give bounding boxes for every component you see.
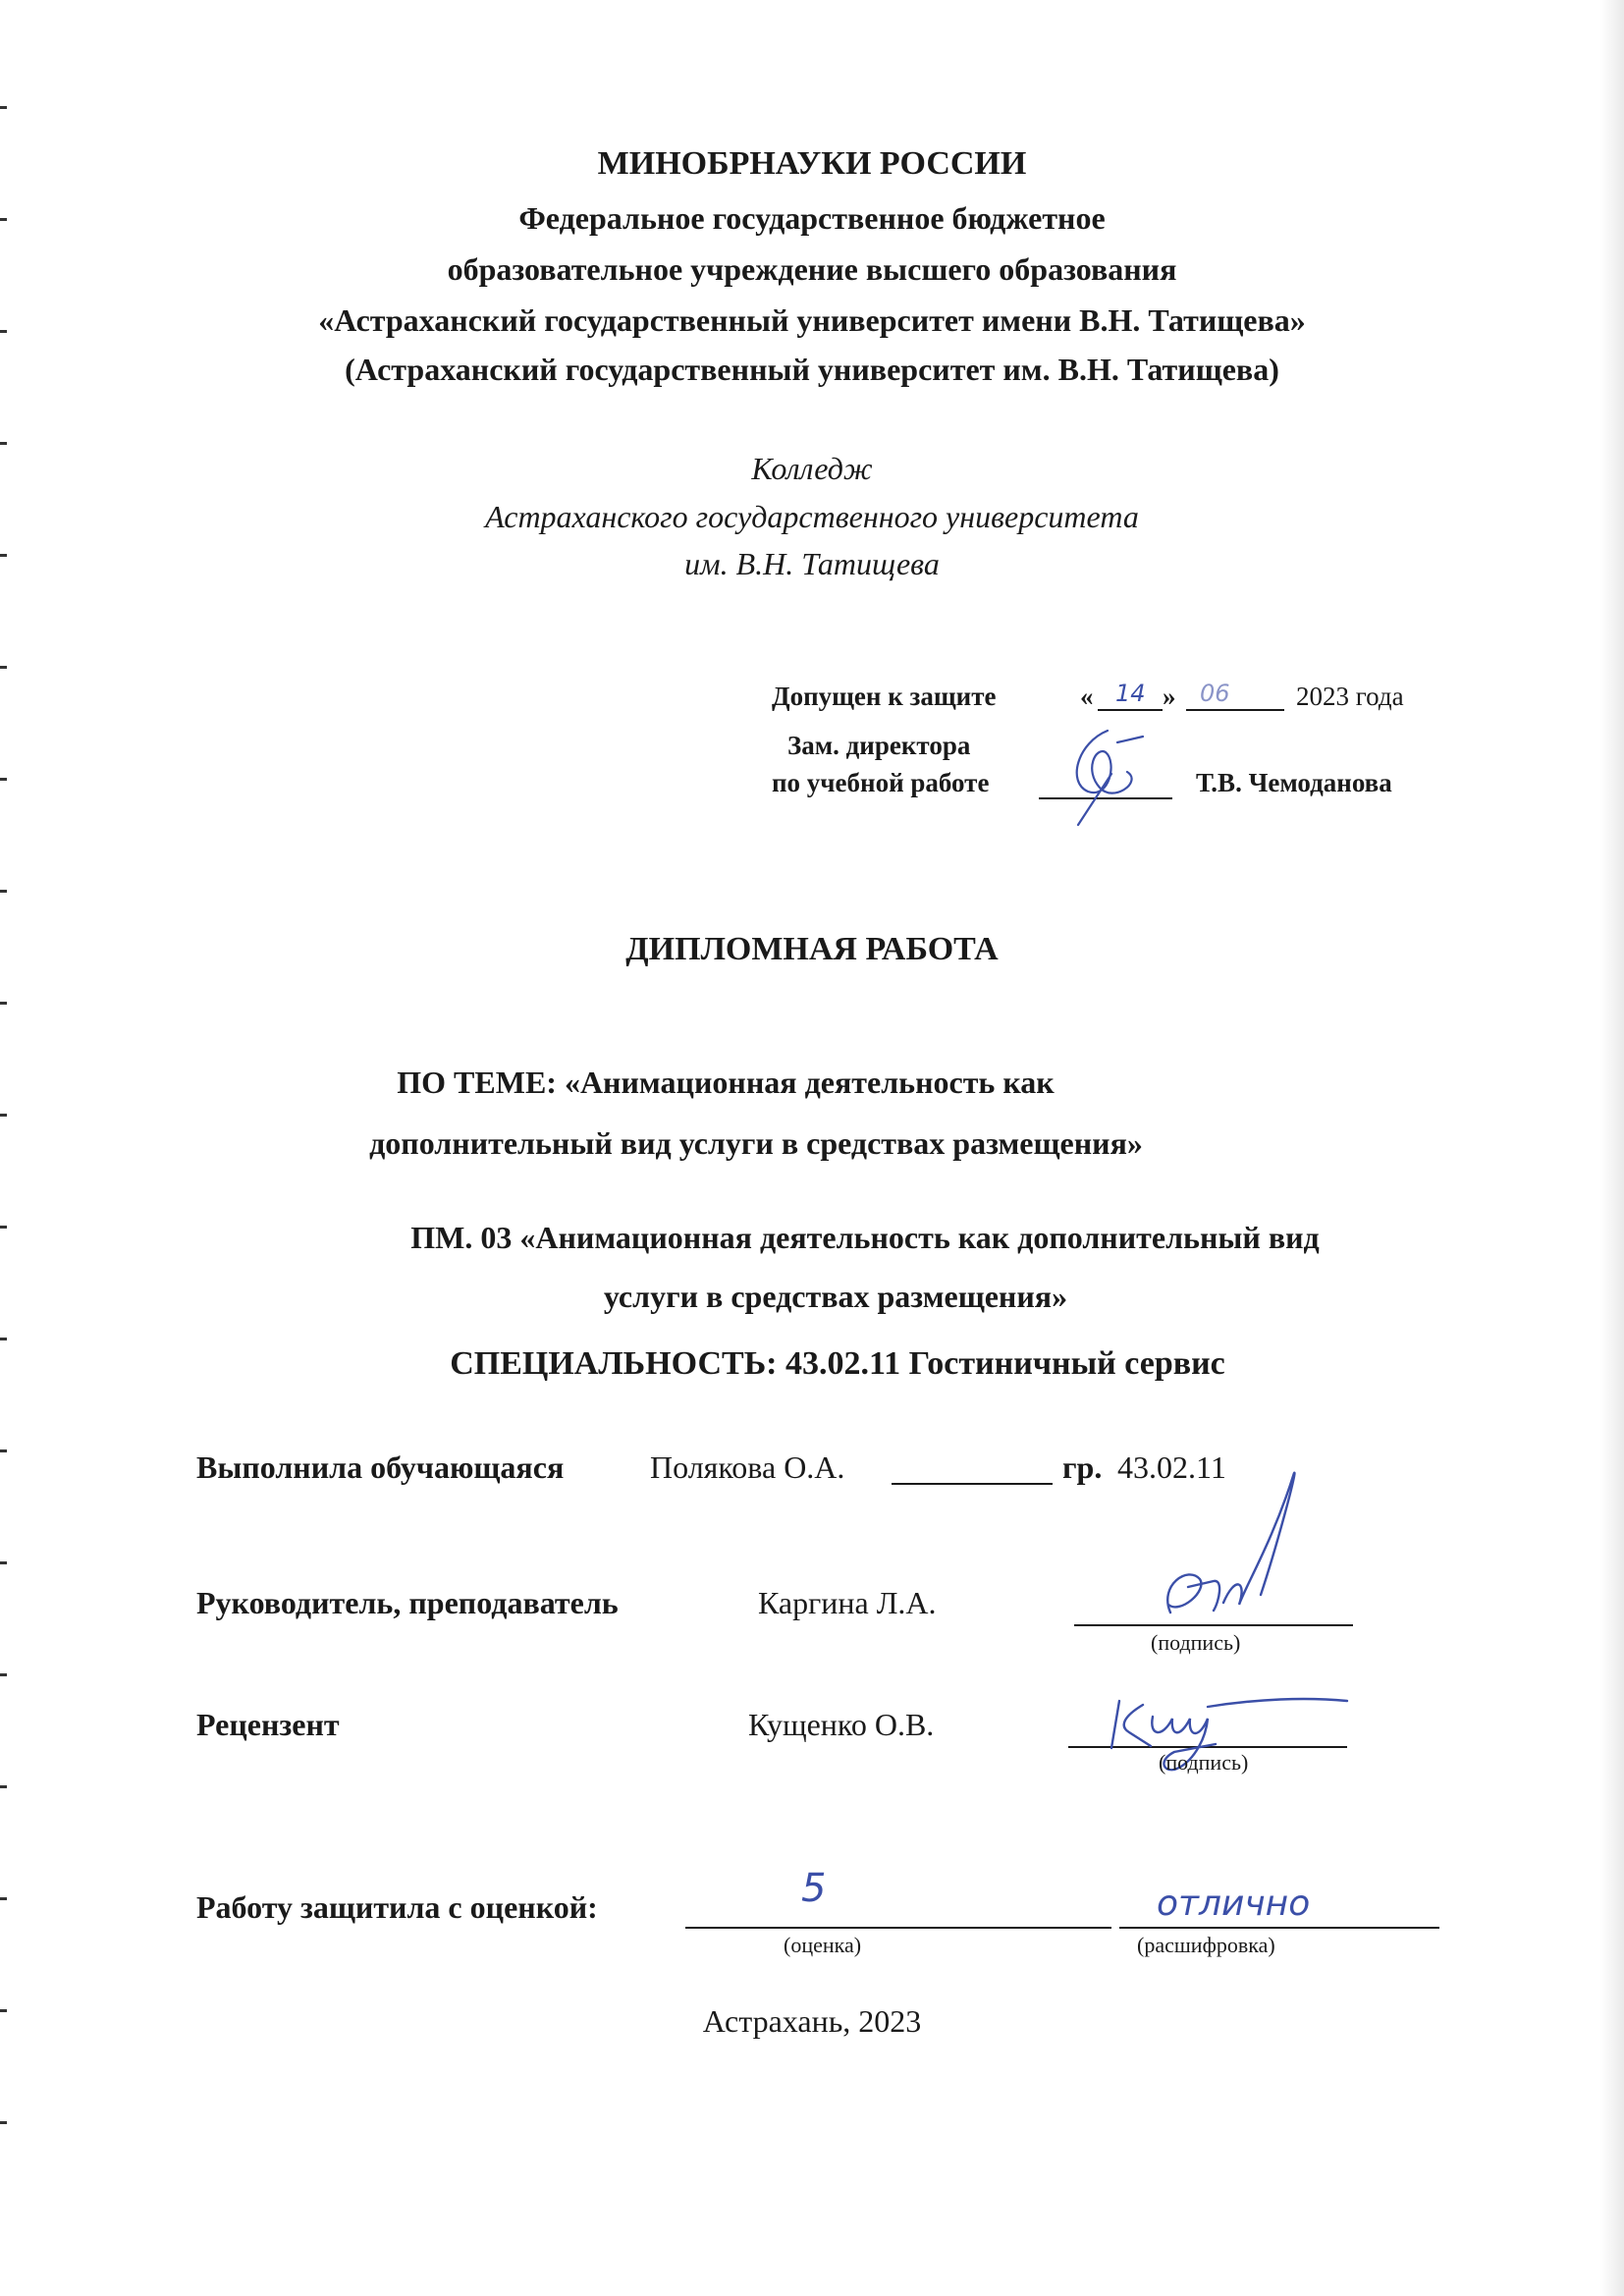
work-type-title: ДИПЛОМНАЯ РАБОТА [625, 931, 999, 967]
college-line-2: Астраханского государственного университета [485, 499, 1139, 534]
group-number: 43.02.11 [1117, 1449, 1226, 1485]
topic-line-1: ПО ТЕМЕ: «Анимационная деятельность как [397, 1065, 1055, 1100]
grade-value-line [685, 1927, 1111, 1929]
day-underline [1098, 709, 1163, 711]
place-year: Астрахань, 2023 [702, 2003, 922, 2039]
grade-word-caption: (расшифровка) [1137, 1933, 1275, 1957]
admitted-label: Допущен к защите [772, 682, 997, 711]
reviewer-signature-caption: (подпись) [1159, 1750, 1249, 1775]
org-line-2: образовательное учреждение высшего образования [447, 251, 1177, 287]
deputy-title: Зам. директора [787, 731, 971, 760]
topic-line-2: дополнительный вид услуги в средствах размещения» [369, 1125, 1143, 1161]
org-line-1: Федеральное государственное бюджетное [518, 200, 1106, 236]
supervisor-label: Руководитель, преподаватель [196, 1585, 619, 1620]
reviewer-label: Рецензент [196, 1707, 340, 1742]
day-handwritten: 14 [1115, 680, 1146, 707]
student-signature-line [892, 1483, 1053, 1485]
group-label: гр. [1062, 1449, 1103, 1485]
module-line-1: ПМ. 03 «Анимационная деятельность как дополнительный вид [410, 1220, 1320, 1255]
student-name: Полякова О.А. [650, 1449, 845, 1485]
grade-word-line [1119, 1927, 1439, 1929]
org-line-3: «Астраханский государственный университет имени В.Н. Татищева» [318, 302, 1306, 338]
month-underline [1186, 709, 1284, 711]
supervisor-name: Каргина Л.А. [758, 1585, 937, 1620]
college-line-1: Колледж [751, 451, 873, 486]
org-line-4: (Астраханский государственный университет им. В.Н. Татищева) [345, 352, 1279, 387]
deputy-signature [1049, 723, 1166, 829]
deputy-role: по учебной работе [772, 768, 990, 797]
quote-close: » [1163, 682, 1176, 711]
quote-open: « [1080, 682, 1094, 711]
reviewer-name: Кущенко О.В. [748, 1707, 935, 1742]
specialty-line: СПЕЦИАЛЬНОСТЬ: 43.02.11 Гостиничный сервис [450, 1345, 1225, 1382]
module-line-2: услуги в средствах размещения» [603, 1279, 1068, 1314]
year-text: 2023 года [1296, 682, 1404, 711]
supervisor-signature [1129, 1457, 1345, 1654]
deputy-name: Т.В. Чемоданова [1196, 768, 1392, 797]
ministry-title: МИНОБРНАУКИ РОССИИ [597, 145, 1027, 182]
college-line-3: им. В.Н. Татищева [684, 546, 940, 581]
grade-value-caption: (оценка) [784, 1933, 862, 1957]
student-label: Выполнила обучающаяся [196, 1449, 565, 1485]
supervisor-signature-caption: (подпись) [1151, 1630, 1241, 1655]
month-handwritten: 06 [1200, 680, 1230, 707]
grade-label: Работу защитила с оценкой: [196, 1889, 598, 1925]
grade-value-handwritten: 5 [801, 1866, 827, 1911]
grade-word-handwritten: отлично [1157, 1884, 1311, 1924]
